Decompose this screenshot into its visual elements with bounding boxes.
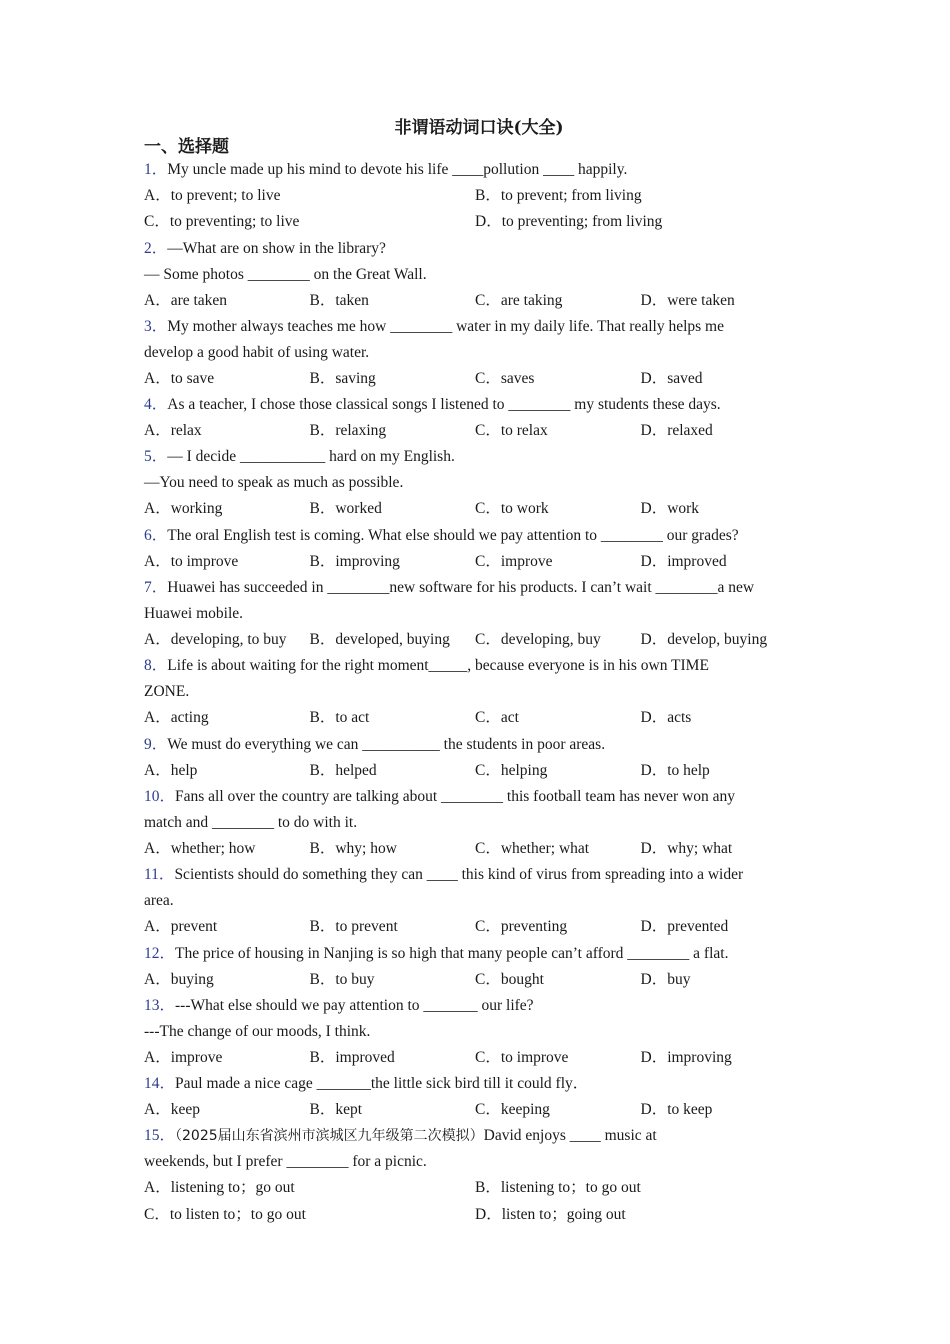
- question-text: Huawei mobile.: [144, 605, 244, 623]
- answer-option-a[interactable]: A．to save: [144, 369, 215, 387]
- question-stem-line: [144, 653, 814, 679]
- question-text: — Some photos ________ on the Great Wall.: [144, 265, 427, 283]
- answer-option-a[interactable]: A．to prevent; to live: [144, 187, 281, 204]
- section-heading: 一、选择题: [144, 137, 229, 157]
- answer-option-c[interactable]: C．preventing: [475, 918, 568, 936]
- question-text: Huawei has succeeded in ________new software for his products. I can’t wait ________a new: [167, 579, 755, 597]
- question-text: —What are on show in the library?: [167, 239, 386, 257]
- answer-option-a[interactable]: A．developing, to buy: [144, 631, 287, 649]
- question-text: — I decide ___________ hard on my English.: [167, 448, 455, 466]
- option-row: [144, 366, 814, 392]
- question-stem-line: [144, 888, 814, 914]
- option-row: [144, 418, 814, 444]
- answer-option-a[interactable]: A．improve: [144, 1048, 223, 1066]
- question-text: The price of housing in Nanjing is so high that many people can’t afford ________ a flat.: [175, 944, 729, 962]
- question-12: [144, 941, 814, 993]
- answer-option-b[interactable]: B．why; how: [309, 839, 397, 857]
- question-9: [144, 732, 814, 784]
- question-10: [144, 784, 814, 862]
- question-text: match and ________ to do with it.: [144, 813, 358, 831]
- question-number: 4．: [144, 396, 168, 414]
- question-text: Life is about waiting for the right moment_____, because everyone is in his own TIME: [167, 657, 709, 675]
- question-list: [144, 157, 814, 1228]
- question-text: —You need to speak as much as possible.: [144, 474, 404, 492]
- question-number: 13．: [144, 996, 176, 1014]
- answer-option-a[interactable]: A．acting: [144, 709, 209, 727]
- question-number: 8．: [144, 657, 168, 675]
- question-7: [144, 575, 814, 653]
- question-text: area.: [144, 892, 174, 910]
- question-text: develop a good habit of using water.: [144, 343, 370, 361]
- answer-option-a[interactable]: A．are taken: [144, 291, 228, 309]
- question-stem-line: [144, 941, 814, 967]
- answer-option-c[interactable]: C．to listen to；to go out: [144, 1205, 306, 1223]
- answer-option-c[interactable]: C．to work: [475, 500, 549, 518]
- question-stem-line: [144, 523, 814, 549]
- answer-option-b[interactable]: B．taken: [309, 291, 369, 309]
- answer-option-b[interactable]: B．developed, buying: [309, 631, 450, 649]
- question-stem-line: [144, 392, 814, 418]
- question-text: ---What else should we pay attention to _______ our life?: [175, 996, 534, 1014]
- answer-option-d[interactable]: D．work: [640, 500, 700, 518]
- question-6: [144, 523, 814, 575]
- option-row: [144, 914, 814, 940]
- question-text: My uncle made up his mind to devote his life ____pollution ____ happily.: [167, 161, 628, 178]
- answer-option-d[interactable]: D．improved: [640, 552, 727, 570]
- answer-option-b[interactable]: B．listening to；to go out: [475, 1179, 641, 1197]
- answer-option-a[interactable]: A．working: [144, 500, 223, 518]
- question-5: [144, 444, 814, 522]
- answer-option-d[interactable]: D．improving: [640, 1048, 732, 1066]
- question-2: [144, 236, 814, 314]
- question-number: 12．: [144, 944, 176, 962]
- question-text: Fans all over the country are talking about ________ this football team has never won any: [175, 787, 736, 805]
- option-row: [144, 836, 814, 862]
- question-stem-line: [144, 1071, 814, 1097]
- option-row: [144, 705, 814, 731]
- question-source: （2025届山东省滨州市滨城区九年级第二次模拟）: [175, 1128, 484, 1145]
- answer-option-d[interactable]: D．to keep: [640, 1101, 713, 1119]
- question-number: 7．: [144, 579, 168, 597]
- question-13: [144, 993, 814, 1071]
- question-text: ZONE.: [144, 683, 190, 701]
- answer-option-c[interactable]: C．improve: [475, 552, 553, 570]
- question-number: 11．: [144, 866, 175, 884]
- question-text: My mother always teaches me how ________ water in my daily life. That really helps me: [167, 317, 724, 335]
- answer-option-c[interactable]: C．keeping: [475, 1101, 550, 1119]
- answer-option-c[interactable]: C．developing, buy: [475, 631, 601, 649]
- answer-option-a[interactable]: A．prevent: [144, 918, 218, 936]
- question-stem-line: [144, 575, 814, 601]
- question-8: [144, 653, 814, 731]
- option-row: [144, 549, 814, 575]
- answer-option-b[interactable]: B．to prevent: [309, 918, 398, 936]
- question-number: 5．: [144, 448, 168, 466]
- question-stem-line: [144, 444, 814, 470]
- question-stem-line: [144, 679, 814, 705]
- option-row: [144, 1045, 814, 1071]
- answer-option-c[interactable]: C．bought: [475, 970, 544, 988]
- question-number: 3．: [144, 317, 168, 335]
- question-4: [144, 392, 814, 444]
- answer-option-b[interactable]: B．helped: [309, 761, 377, 779]
- question-text: As a teacher, I chose those classical songs I listened to ________ my students these days.: [167, 396, 721, 414]
- answer-option-d[interactable]: D．why; what: [640, 839, 733, 857]
- question-number: 10．: [144, 787, 176, 805]
- question-stem-line: [144, 784, 814, 810]
- question-stem-line: [144, 262, 814, 288]
- option-row: [144, 288, 814, 314]
- answer-option-c[interactable]: C．whether; what: [475, 839, 590, 857]
- question-stem-line: [144, 1123, 814, 1149]
- question-number: 15．: [144, 1127, 176, 1145]
- answer-option-b[interactable]: B．to act: [309, 709, 370, 727]
- answer-option-c[interactable]: C．to improve: [475, 1048, 569, 1066]
- question-text: weekends, but I prefer ________ for a picnic.: [144, 1153, 427, 1171]
- question-stem-line: [144, 470, 814, 496]
- answer-option-d[interactable]: D．buy: [640, 970, 691, 988]
- answer-option-c[interactable]: C．helping: [475, 761, 548, 779]
- answer-option-d[interactable]: D．prevented: [640, 918, 729, 936]
- answer-option-d[interactable]: D．develop, buying: [640, 631, 768, 649]
- option-row: [144, 627, 814, 653]
- question-stem-line: [144, 157, 814, 183]
- answer-option-c[interactable]: C．are taking: [475, 291, 563, 309]
- answer-option-c[interactable]: C．saves: [475, 369, 535, 387]
- option-row: [144, 1202, 814, 1228]
- question-3: [144, 314, 814, 392]
- answer-option-d[interactable]: D．were taken: [640, 291, 735, 309]
- answer-option-b[interactable]: B．relaxing: [309, 422, 387, 440]
- question-stem-line: [144, 340, 814, 366]
- answer-option-b[interactable]: B．kept: [309, 1101, 363, 1119]
- answer-option-b[interactable]: B．to buy: [309, 970, 375, 988]
- question-stem-line: [144, 810, 814, 836]
- option-row: [144, 758, 814, 784]
- answer-option-a[interactable]: A．buying: [144, 970, 214, 988]
- answer-option-d[interactable]: D．to preventing; from living: [475, 213, 663, 231]
- question-number: 6．: [144, 526, 168, 544]
- answer-option-a[interactable]: A．whether; how: [144, 839, 256, 857]
- question-text: David enjoys ____ music at: [483, 1127, 657, 1145]
- answer-option-a[interactable]: A．help: [144, 761, 198, 779]
- question-14: [144, 1071, 814, 1123]
- question-text: The oral English test is coming. What else should we pay attention to ________ our grades?: [167, 526, 739, 544]
- answer-option-d[interactable]: D．listen to；going out: [475, 1205, 626, 1223]
- question-15: [144, 1123, 814, 1228]
- question-stem-line: [144, 732, 814, 758]
- answer-option-b[interactable]: B．worked: [309, 500, 382, 518]
- question-number: 1．: [144, 161, 168, 178]
- option-row: [144, 967, 814, 993]
- answer-option-c[interactable]: C．to relax: [475, 422, 548, 440]
- question-text: ---The change of our moods, I think.: [144, 1022, 371, 1040]
- page-title: 非谓语动词口诀(大全): [394, 118, 564, 138]
- question-stem-line: [144, 601, 814, 627]
- answer-option-b[interactable]: B．improving: [309, 552, 400, 570]
- question-11: [144, 862, 814, 940]
- answer-option-c[interactable]: C．to preventing; to live: [144, 213, 300, 231]
- question-stem-line: [144, 1019, 814, 1045]
- question-stem-line: [144, 236, 814, 262]
- answer-option-d[interactable]: D．saved: [640, 369, 703, 387]
- question-text: We must do everything we can __________ the students in poor areas.: [167, 735, 606, 753]
- option-row: [144, 209, 814, 235]
- question-stem-line: [144, 1149, 814, 1175]
- option-row: [144, 496, 814, 522]
- answer-option-a[interactable]: A．listening to；go out: [144, 1179, 295, 1197]
- answer-option-b[interactable]: B．to prevent; from living: [475, 187, 642, 204]
- question-text: Scientists should do something they can ____ this kind of virus from spreading into a wider: [174, 866, 744, 884]
- answer-option-b[interactable]: B．improved: [309, 1048, 395, 1066]
- answer-option-a[interactable]: A．keep: [144, 1101, 200, 1119]
- question-number: 2．: [144, 239, 168, 257]
- worksheet-page: [144, 116, 814, 1228]
- question-1: [144, 157, 814, 236]
- answer-option-d[interactable]: D．acts: [640, 709, 692, 727]
- question-stem-line: [144, 993, 814, 1019]
- question-stem-line: [144, 314, 814, 340]
- question-number: 9．: [144, 735, 168, 753]
- option-row: [144, 183, 814, 209]
- answer-option-a[interactable]: A．relax: [144, 422, 202, 440]
- question-number: 14．: [144, 1075, 176, 1093]
- answer-option-b[interactable]: B．saving: [309, 369, 376, 387]
- answer-option-a[interactable]: A．to improve: [144, 552, 239, 570]
- option-row: [144, 1175, 814, 1201]
- question-text: Paul made a nice cage _______the little sick bird till it could fly．: [175, 1075, 589, 1093]
- answer-option-c[interactable]: C．act: [475, 709, 519, 727]
- question-stem-line: [144, 862, 814, 888]
- answer-option-d[interactable]: D．to help: [640, 761, 710, 779]
- option-row: [144, 1097, 814, 1123]
- answer-option-d[interactable]: D．relaxed: [640, 422, 713, 440]
